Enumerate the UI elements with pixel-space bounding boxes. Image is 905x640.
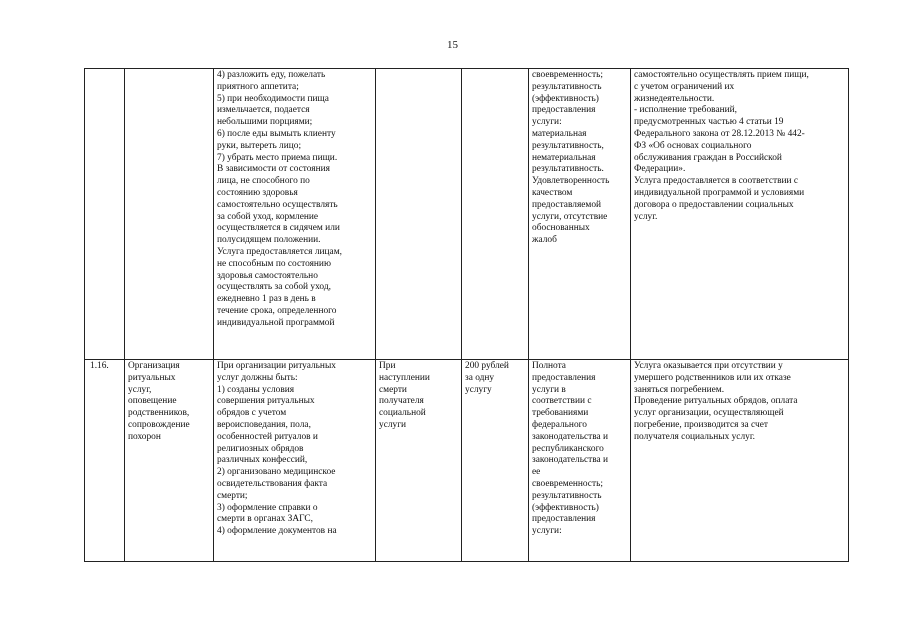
quality-indicators-cell: своевременность; результативность (эффективность) предоставления услуги: материальная результативность, нематериальная результативность. Удовлетворенность качеством предоставляемой услуги, отсутствие обоснованных жалоб: [529, 69, 631, 360]
table-row: [85, 69, 849, 360]
service-description-cell: 4) разложить еду, пожелать приятного аппетита; 5) при необходимости пища измельчается, подается небольшими порциями; 6) после еды вымыть клиенту руки, вытереть лицо; 7) убрать место приема пищи. В зависимости от состояния лица, не способного по состоянию здоровья самостоятельно осуществлять за собой уход, кормление осуществляется в сидячем или полусидящем положении. Услуга предоставляется лицам, не способным по состоянию здоровья самостоятельно осуществлять за собой уход, ежедневно 1 раз в день в течение срока, определенного индивидуальной программой: [214, 69, 376, 360]
row-number-cell: 1.16.: [85, 360, 125, 562]
service-conditions-cell: самостоятельно осуществлять прием пищи, с учетом ограничений их жизнедеятельности. - исполнение требований, предусмотренных частью 4 статьи 19 Федерального закона от 28.12.2013 № 442- ФЗ «Об основах социального обслуживания граждан в Российской Федерации». Услуга предоставляется в соответствии с индивидуальной программой и условиями договора о предоставлении социальных услуг.: [631, 69, 849, 360]
service-description-cell: При организации ритуальных услуг должны быть: 1) созданы условия совершения ритуальных обрядов с учетом вероисповедания, пола, особенностей ритуалов и религиозных обрядов различных конфессий, 2) организовано медицинское освидетельствования факта смерти; 3) оформление справки о смерти в органах ЗАГС, 4) оформление документов на: [214, 360, 376, 562]
service-name-cell: [125, 69, 214, 360]
service-name-cell: Организация ритуальных услуг, оповещение родственников, сопровождение похорон: [125, 360, 214, 562]
service-price-cell: [462, 69, 529, 360]
table-row: [85, 360, 849, 562]
quality-indicators-cell: Полнота предоставления услуги в соответствии с требованиями федерального законодательства и республиканского законодательства и ее своевременность; результативность (эффективность) предоставления услуги:: [529, 360, 631, 562]
service-timing-cell: [376, 69, 462, 360]
row-number-cell: [85, 69, 125, 360]
service-conditions-cell: Услуга оказывается при отсутствии у умершего родственников или их отказе заняться погребением. Проведение ритуальных обрядов, оплата услуг организации, осуществляющей погребение, производится за счет получателя социальных услуг.: [631, 360, 849, 562]
services-table: [84, 68, 849, 562]
service-price-cell: 200 рублей за одну услугу: [462, 360, 529, 562]
page-number: 15: [447, 39, 458, 51]
service-timing-cell: При наступлении смерти получателя социальной услуги: [376, 360, 462, 562]
